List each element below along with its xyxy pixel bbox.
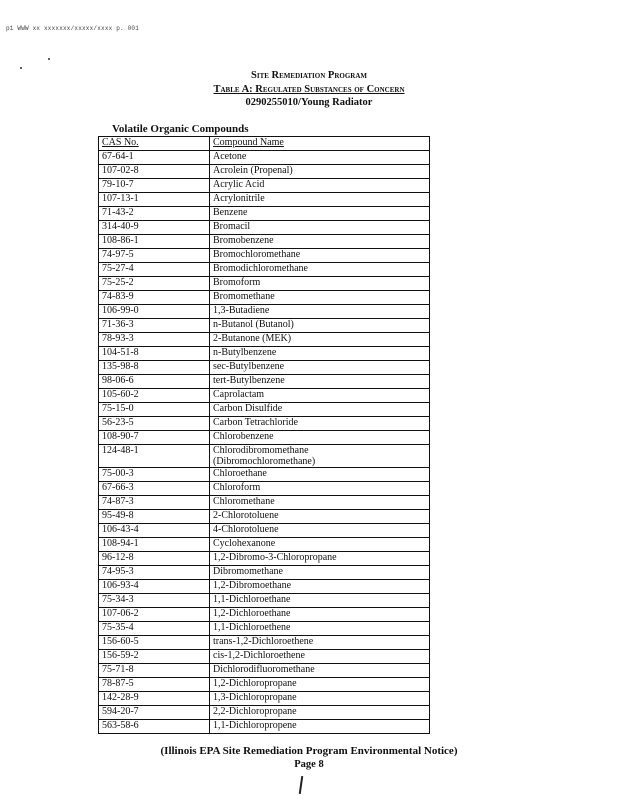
cas-number-cell: 156-59-2 [99, 650, 210, 664]
table-row [99, 375, 430, 389]
table-row [99, 622, 430, 636]
compound-name-cell: 1,3-Dichloropropane [210, 692, 430, 706]
table-row [99, 692, 430, 706]
table-row [99, 510, 430, 524]
cas-number-cell: 106-93-4 [99, 580, 210, 594]
compound-name-cell: Dichlorodifluoromethane [210, 664, 430, 678]
cas-number-cell: 108-94-1 [99, 538, 210, 552]
cas-number-cell: 78-87-5 [99, 678, 210, 692]
table-row [99, 678, 430, 692]
cas-number-cell: 96-12-8 [99, 552, 210, 566]
table-row [99, 333, 430, 347]
cas-number-cell: 156-60-5 [99, 636, 210, 650]
table-row [99, 151, 430, 165]
compound-name-cell: Acrolein (Propenal) [210, 165, 430, 179]
compound-name-cell: tert-Butylbenzene [210, 375, 430, 389]
table-row [99, 235, 430, 249]
compound-name-cell: 1,2-Dibromoethane [210, 580, 430, 594]
table-row [99, 221, 430, 235]
cas-number-cell: 108-90-7 [99, 431, 210, 445]
section-heading: Volatile Organic Compounds [112, 123, 249, 135]
table-row [99, 207, 430, 221]
pen-mark [299, 776, 303, 794]
cas-number-cell: 142-28-9 [99, 692, 210, 706]
cas-number-cell: 563-58-6 [99, 720, 210, 734]
cas-number-cell: 78-93-3 [99, 333, 210, 347]
column-header-cas: CAS No. [99, 137, 210, 151]
table-row [99, 277, 430, 291]
table-row [99, 403, 430, 417]
cas-number-cell: 108-86-1 [99, 235, 210, 249]
table-row [99, 291, 430, 305]
table-row [99, 706, 430, 720]
table-row [99, 193, 430, 207]
table-row [99, 179, 430, 193]
compound-name-cell: Chlorodibromomethane (Dibromochloromethane) [210, 445, 430, 468]
cas-number-cell: 67-66-3 [99, 482, 210, 496]
table-row [99, 720, 430, 734]
table-row [99, 664, 430, 678]
cas-number-cell: 98-06-6 [99, 375, 210, 389]
table-header-row [99, 137, 430, 151]
compound-name-cell: Carbon Tetrachloride [210, 417, 430, 431]
cas-number-cell: 67-64-1 [99, 151, 210, 165]
cas-number-cell: 104-51-8 [99, 347, 210, 361]
cas-number-cell: 74-97-5 [99, 249, 210, 263]
compound-name-cell: n-Butanol (Butanol) [210, 319, 430, 333]
cas-number-cell: 74-87-3 [99, 496, 210, 510]
footer [0, 744, 618, 772]
compound-name-cell: Carbon Disulfide [210, 403, 430, 417]
compound-name-cell: Caprolactam [210, 389, 430, 403]
cas-number-cell: 107-13-1 [99, 193, 210, 207]
table-row [99, 249, 430, 263]
cas-number-cell: 71-43-2 [99, 207, 210, 221]
cas-number-cell: 75-25-2 [99, 277, 210, 291]
compound-name-cell: 1,3-Butadiene [210, 305, 430, 319]
program-title: Site Remediation Program [251, 70, 367, 81]
compound-name-cell: Cyclohexanone [210, 538, 430, 552]
table-row [99, 347, 430, 361]
compound-name-cell: n-Butylbenzene [210, 347, 430, 361]
table-row [99, 445, 430, 468]
table-row [99, 496, 430, 510]
cas-number-cell: 75-35-4 [99, 622, 210, 636]
compound-name-cell: 2-Chlorotoluene [210, 510, 430, 524]
table-row [99, 389, 430, 403]
cas-number-cell: 79-10-7 [99, 179, 210, 193]
cas-number-cell: 314-40-9 [99, 221, 210, 235]
cas-number-cell: 106-99-0 [99, 305, 210, 319]
table-row [99, 566, 430, 580]
scan-speck [48, 58, 50, 60]
compound-name-cell: Acetone [210, 151, 430, 165]
table-row [99, 263, 430, 277]
fax-transmission-header: p1 WWW xx xxxxxxx/xxxxx/xxxx p. 001 [6, 25, 140, 32]
compound-name-cell: Bromomethane [210, 291, 430, 305]
compound-name-cell: Acrylonitrile [210, 193, 430, 207]
compound-name-cell: 1,1-Dichloropropene [210, 720, 430, 734]
compound-name-cell: cis-1,2-Dichloroethene [210, 650, 430, 664]
site-identifier: 0290255010/Young Radiator [245, 97, 373, 108]
table-row [99, 636, 430, 650]
cas-number-cell: 106-43-4 [99, 524, 210, 538]
compound-name-cell: Bromoform [210, 277, 430, 291]
table-row [99, 361, 430, 375]
cas-number-cell: 75-15-0 [99, 403, 210, 417]
cas-number-cell: 71-36-3 [99, 319, 210, 333]
compound-name-cell: Bromacil [210, 221, 430, 235]
cas-number-cell: 75-27-4 [99, 263, 210, 277]
document-header [0, 69, 618, 110]
compound-name-cell: trans-1,2-Dichloroethene [210, 636, 430, 650]
cas-number-cell: 107-02-8 [99, 165, 210, 179]
cas-number-cell: 74-83-9 [99, 291, 210, 305]
compound-name-cell: Acrylic Acid [210, 179, 430, 193]
compound-name-cell: Dibromomethane [210, 566, 430, 580]
cas-number-cell: 107-06-2 [99, 608, 210, 622]
compound-name-cell: Benzene [210, 207, 430, 221]
compound-name-cell: Chloroform [210, 482, 430, 496]
table-row [99, 580, 430, 594]
table-row [99, 650, 430, 664]
table-row [99, 305, 430, 319]
cas-number-cell: 124-48-1 [99, 445, 210, 468]
cas-number-cell: 75-71-8 [99, 664, 210, 678]
cas-number-cell: 75-00-3 [99, 468, 210, 482]
table-row [99, 482, 430, 496]
cas-number-cell: 135-98-8 [99, 361, 210, 375]
compound-name-cell: 2-Butanone (MEK) [210, 333, 430, 347]
compound-name-cell: Chlorobenzene [210, 431, 430, 445]
compound-name-cell: 1,1-Dichloroethane [210, 594, 430, 608]
compound-name-cell: 1,2-Dibromo-3-Chloropropane [210, 552, 430, 566]
compound-name-cell: 1,2-Dichloroethane [210, 608, 430, 622]
compound-name-cell: 1,1-Dichloroethene [210, 622, 430, 636]
table-row [99, 319, 430, 333]
page-number: Page 8 [294, 759, 324, 770]
table-row [99, 524, 430, 538]
cas-number-cell: 74-95-3 [99, 566, 210, 580]
table-row [99, 538, 430, 552]
table-row [99, 594, 430, 608]
compound-name-cell: 4-Chlorotoluene [210, 524, 430, 538]
footer-notice: (Illinois EPA Site Remediation Program Environmental Notice) [160, 745, 458, 757]
cas-number-cell: 56-23-5 [99, 417, 210, 431]
compound-name-cell: sec-Butylbenzene [210, 361, 430, 375]
compound-name-cell: Bromodichloromethane [210, 263, 430, 277]
table-row [99, 431, 430, 445]
compound-name-cell: Bromobenzene [210, 235, 430, 249]
cas-number-cell: 95-49-8 [99, 510, 210, 524]
compound-name-cell: 1,2-Dichloropropane [210, 678, 430, 692]
substances-table [98, 136, 430, 734]
compound-name-cell: Chloromethane [210, 496, 430, 510]
table-row [99, 417, 430, 431]
table-title: Table A: Regulated Substances of Concern [213, 83, 405, 95]
cas-number-cell: 594-20-7 [99, 706, 210, 720]
cas-number-cell: 105-60-2 [99, 389, 210, 403]
table-row [99, 165, 430, 179]
compound-name-cell: Bromochloromethane [210, 249, 430, 263]
column-header-compound: Compound Name [210, 137, 430, 151]
table-row [99, 552, 430, 566]
table-row [99, 468, 430, 482]
table-body [99, 151, 430, 734]
compound-name-cell: 2,2-Dichloropropane [210, 706, 430, 720]
table-row [99, 608, 430, 622]
cas-number-cell: 75-34-3 [99, 594, 210, 608]
compound-name-cell: Chloroethane [210, 468, 430, 482]
